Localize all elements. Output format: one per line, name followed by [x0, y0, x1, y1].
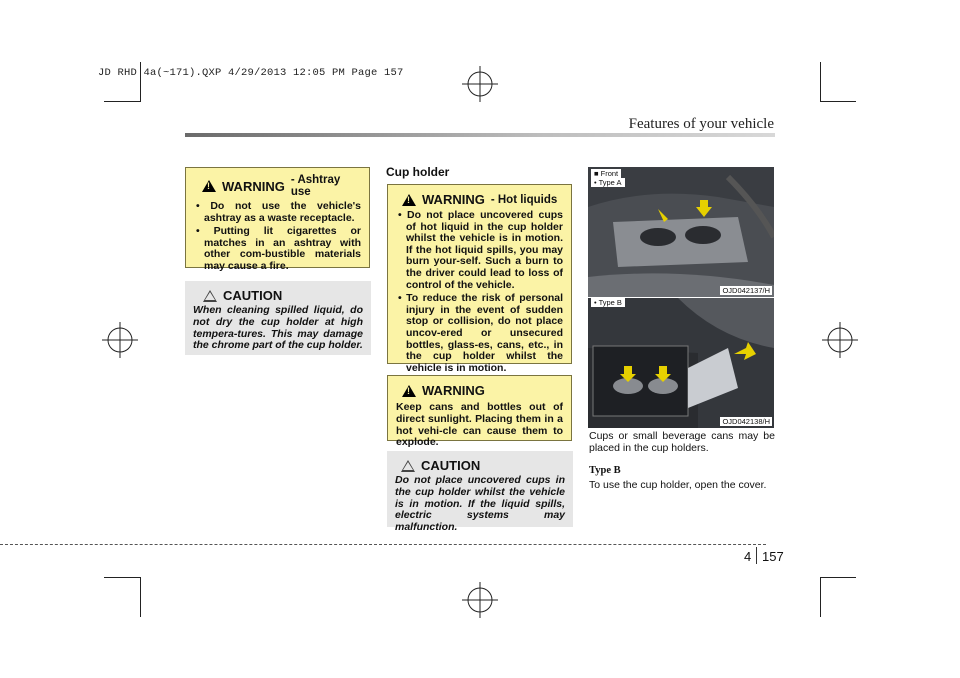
warning-icon — [202, 180, 216, 192]
caution-text: Do not place uncovered cups in the cup holder whilst the vehicle is in motion. If the liquid spills, electric systems may malfunction. — [395, 474, 565, 534]
registration-mark-top — [460, 66, 500, 102]
caution-icon — [203, 290, 217, 302]
warning-text: Keep cans and bottles out of direct sunlight. Placing them in a hot vehi-cle can cause them to explode. — [396, 401, 563, 449]
type-b-label: • Type B — [591, 298, 625, 307]
caution-spill-box — [185, 281, 371, 355]
section-heading-cup-holder: Cup holder — [386, 165, 450, 179]
warning-item: • Do not place uncovered cups of hot liquid in the cup holder whilst the vehicle is in motion. If the hot liquid spills, you may burn your-self. Such a burn to the driver could lead to loss of control of the vehicle. — [396, 210, 563, 291]
warning-hot-liquids-box — [387, 184, 572, 374]
caution-text: When cleaning spilled liquid, do not dry the cup holder at high tempera-tures. This may damage the chrome part of the cup holder. — [193, 304, 363, 352]
caution-title: CAUTION — [421, 458, 481, 473]
warning-item: • Putting lit cigarettes or matches in an ashtray with other com-bustible materials may cause a fire. — [194, 226, 361, 272]
front-label: ■ Front — [591, 169, 621, 178]
cup-holder-type-b-illustration — [588, 298, 774, 428]
warning-cans-box — [387, 375, 572, 449]
warning-title: WARNING — [422, 383, 485, 398]
warning-subtitle: - Ashtray use — [290, 174, 341, 198]
type-b-text: To use the cup holder, open the cover. — [589, 479, 767, 491]
type-a-label: • Type A — [591, 178, 625, 187]
warning-title: WARNING — [422, 192, 485, 207]
registration-mark-right — [820, 322, 860, 358]
registration-mark-bottom — [460, 582, 500, 618]
page-number: 157 — [762, 549, 784, 564]
section-title: Features of your vehicle — [628, 116, 774, 132]
photo-type-b — [588, 298, 774, 428]
print-slug: JD RHD 4a(~171).QXP 4/29/2013 12:05 PM Page 157 — [98, 67, 404, 79]
type-b-heading: Type B — [589, 465, 621, 476]
caution-icon — [401, 460, 415, 472]
warning-title: WARNING — [222, 178, 285, 194]
warning-item: • Do not use the vehicle's ashtray as a waste receptacle. — [194, 201, 361, 224]
warning-subtitle: - Hot liquids — [490, 193, 558, 206]
warning-item: • To reduce the risk of personal injury in the event of sudden stop or collision, do not place uncov-ered or unsecured bottles, glass-es, cans, etc., in the cup holder whilst the vehicle is in motion. — [396, 293, 563, 374]
caution-cups-box — [387, 451, 573, 534]
cup-holder-body-text: Cups or small beverage cans may be placed in the cup holders. — [589, 430, 775, 454]
footer-dashed-rule — [0, 544, 766, 545]
photo-type-a — [588, 167, 774, 297]
chapter-number: 4 — [744, 549, 752, 564]
registration-mark-left — [100, 322, 140, 358]
header-rule — [185, 133, 775, 137]
image-code: OJD042138/H — [722, 417, 770, 426]
caution-title: CAUTION — [223, 288, 283, 303]
warning-ashtray-box — [185, 167, 370, 272]
warning-icon — [402, 385, 416, 397]
warning-icon — [402, 194, 416, 206]
page-number-divider — [756, 547, 757, 564]
image-code: OJD042137/H — [722, 286, 770, 295]
